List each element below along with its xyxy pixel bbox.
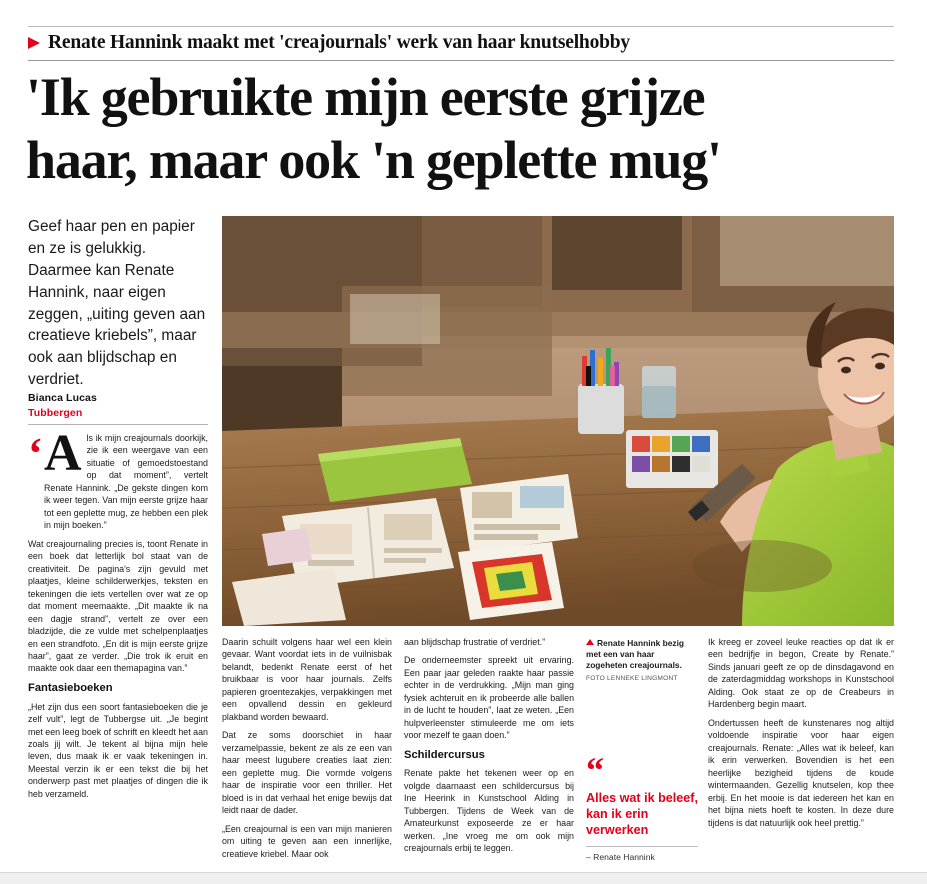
triangle-marker-icon <box>28 37 40 49</box>
body-column-2 <box>222 636 392 876</box>
body-column-1 <box>28 425 208 877</box>
section-heading-schildercursus: Schildercursus <box>404 748 485 761</box>
paragraph: aan blijdschap frustratie of verdriet.” <box>404 637 546 647</box>
article-photo <box>222 216 894 626</box>
photo-credit: FOTO LENNEKE LINGMONT <box>586 674 678 682</box>
standfirst: Geef haar pen en papier en ze is gelukkig. Daarmee kan Renate Hannink, naar eigen zeggen, „uiting geven aan creatieve kriebels”, maar ook aan blijdschap en verdriet. <box>28 218 206 389</box>
page-title <box>26 66 906 192</box>
kicker-rule <box>28 60 894 61</box>
paragraph: Dat ze soms doorschiet in haar verzamelpassie, bekent ze als ze een van haar meest lugubere creaties laat zien: een geplette mug. Die vormde volgens haar de inspiratie voor een thriller. Het bloed is in dat verhaal het enige bewijs dat leidt naar de dader. <box>222 730 392 816</box>
body-column-5 <box>708 636 894 876</box>
paragraph: „Een creajournal is een van mijn manieren om uiting te geven aan een innerlijke, creatieve kriebel. Maar ook <box>222 823 392 859</box>
drop-cap: A <box>44 425 82 482</box>
headline-line-1: 'Ik gebruikte mijn eerste grijze <box>26 67 705 127</box>
headline-line-2: haar, maar ook 'n geplette mug' <box>26 130 721 191</box>
byline-location: Tubbergen <box>28 407 83 419</box>
kicker-text: Renate Hannink maakt met 'creajournals' werk van haar knutselhobby <box>48 32 630 53</box>
paragraph: Ondertussen heeft de kunstenares nog altijd voldoende inspiratie voor haar eigen creajournals. Renate: „Alles wat ik beleef, kan ik erin verwerken. Bovendien is het een heerlijke bezigheid tijdens de koude wintermaanden. Gezellig knutselen, kop thee erbij. En het mooie is dat iedereen het kan en het bijna niets hoeft te kosten. In deze dure tijdens is dat natuurlijk ook heel prettig.” <box>708 717 894 828</box>
top-rule <box>28 26 894 27</box>
pull-quote-rule <box>586 846 698 847</box>
body-column-3 <box>404 636 574 876</box>
kicker <box>28 32 898 54</box>
pull-quote <box>586 750 698 863</box>
byline-author: Bianca Lucas <box>28 392 97 404</box>
paragraph: „Het zijn dus een soort fantasieboeken die je zelf vult”, legt de Tubbergse uit. „Je begint met een leeg boek of schrift en kleedt het aan zoals jij wilt. Je tekent al bijna mijn hele leven, dus maak ik er vaak tekeningen in. Meestal verzin ik er een tekst die bij het onderwerp past met plaatjes of dingen die ik heb verzameld. <box>28 701 208 799</box>
opening-quote-mark: ‘ <box>28 429 43 478</box>
pull-quote-attribution: – Renate Hannink <box>586 852 655 863</box>
section-heading-fantasieboeken: Fantasieboeken <box>28 681 113 694</box>
paragraph: De onderneemster spreekt uit ervaring. Een paar jaar geleden raakte haar passie echter in de verdrukking. „Mijn man ging fysiek achteruit en ik probeerde alle ballen in de lucht te houden”, laat ze weten. „Een hulpverleenster stimuleerde me om iets voor mezelf te gaan doen.” <box>404 655 574 741</box>
caption-text: Renate Hannink bezig met een van haar zogeheten creajournals. <box>586 638 685 671</box>
paragraph: Renate pakte het tekenen weer op en volgde daarnaast een schildercursus bij Ine Heerink in Kunstschool Alding in Tubbergen. Tijdens de Week van de Amateurkunst exposeerde ze er haar werken. „Ine vroeg me om ook mijn creajournals erbij te leggen. <box>404 768 574 854</box>
paragraph: Daarin schuilt volgens haar wel een klein gevaar. Want voordat iets in de vuilnisbak belandt, bedenkt Renate eerst of het bruikbaar is voor haar journals. Zelfs papieren groentezakjes, verpakkingen met een opvallend dessin en gekleurd plakband worden bewaard. <box>222 637 392 722</box>
paragraph-text: ls ik mijn creajournals doorkijk, zie ik een weergave van een situatie of gemoedstoestand op dat moment”, vertelt Renate Hannink. „De gekste dingen kom ik weer tegen. Van mijn eerste grijze haar tot een geplette mug, ze hebben een plek in mijn boeken.” <box>44 433 208 531</box>
page-footer-strip <box>0 872 927 884</box>
photo-caption <box>586 638 696 683</box>
triangle-up-icon <box>586 639 594 645</box>
paragraph: Wat creajournaling precies is, toont Renate in een boek dat letterlijk bol staat van de creativiteit. De pagina's zijn gevuld met plaatjes, kleine schilderwerkjes, teksten en tekeningen die iets vertellen over wat ze op dat moment meemaakte. „Dit maakte ik na een dagje strand”, vertelt ze over een bladzijde, die ze vulde met schelpenplaatjes en een strandfoto. „En dit is mijn eerste grijze haar”, gaat ze verder. „Die trok ik eruit en maakte ook daar een themapagina van.” <box>28 538 208 674</box>
photo-illustration <box>222 216 894 626</box>
pull-quote-text: Alles wat ik beleef, kan ik erin verwerken <box>586 791 698 838</box>
paragraph <box>28 425 208 532</box>
byline <box>28 392 208 419</box>
quote-mark-icon: “ <box>586 750 604 790</box>
paragraph: Ik kreeg er zoveel leuke reacties op dat ik er een bedrijfje in begon, Create by Renate.” Sinds januari geeft ze op de dinsdagavond en de zaterdagmiddag workshops in Kunstschool Alding. Ook staat ze op de Creabeurs in Hardenberg begin maart. <box>708 637 894 710</box>
